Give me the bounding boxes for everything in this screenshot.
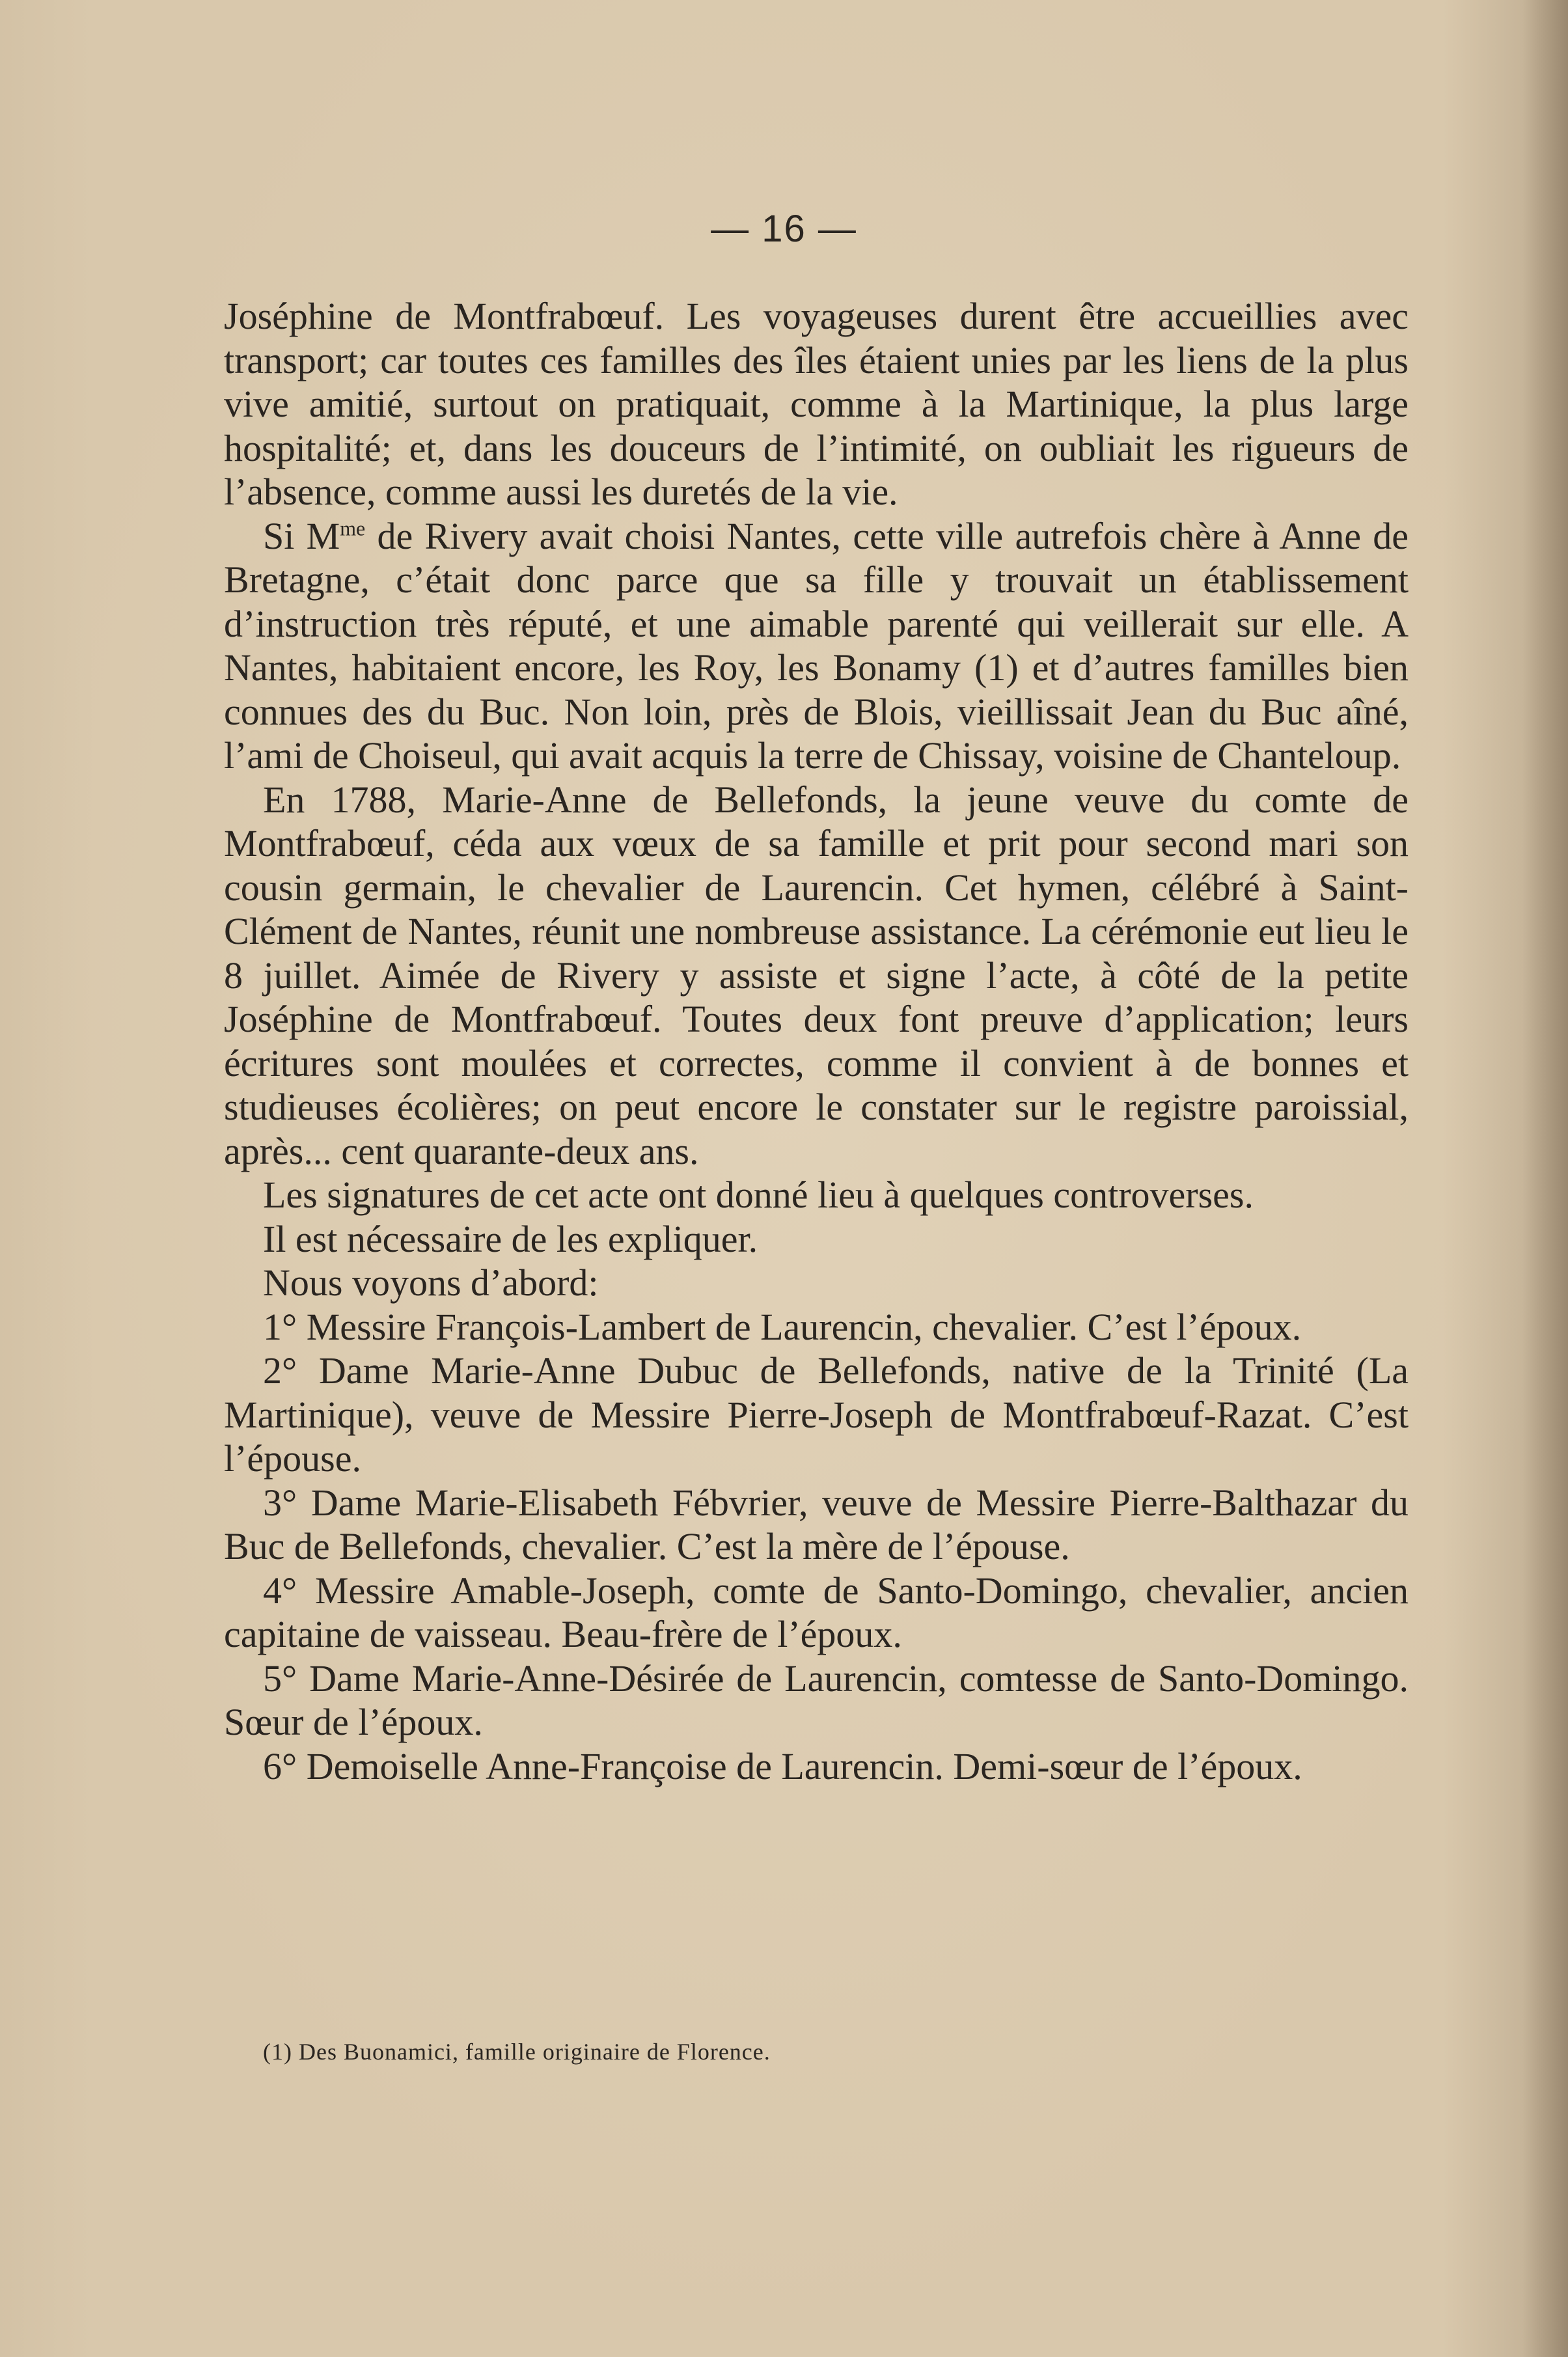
list-item: [224, 1569, 1409, 1657]
title-abbreviation: me: [340, 517, 366, 540]
body-text: [224, 294, 1409, 1788]
list-item-number: 3°: [263, 1481, 297, 1524]
list-item-number: 5°: [263, 1657, 297, 1700]
paragraph-1: Joséphine de Montfrabœuf. Les voyageuses durent être accueillies avec transport; car toutes ces familles des îles étaient unies par les liens de la plus vive amitié, surtout on pratiquait, comme à la Martinique, la plus large hospitalité; et, dans les douceurs de l’intimité, on oubliait les rigueurs de l’absence, comme aussi les duretés de la vie.: [224, 295, 1409, 513]
paragraph-3: En 1788, Marie-Anne de Bellefonds, la jeune veuve du comte de Montfrabœuf, céda aux vœux de sa famille et prit pour second mari son cousin germain, le chevalier de Laurencin. Cet hymen, célébré à Saint-Clément de Nantes, réunit une nombreuse assistance. La cérémonie eut lieu le 8 juillet. Aimée de Rivery y assiste et signe l’acte, à côté de la petite Joséphine de Montfrabœuf. Toutes deux font preuve d’application; leurs écritures sont moulées et correctes, comme il convient à de bonnes et studieuses écolières; on peut encore le constater sur le registre paroissial, après... cent quarante-deux ans.: [224, 778, 1409, 1172]
list-item: [224, 1657, 1409, 1744]
list-item-text: Messire François-Lambert de Laurencin, chevalier. C’est l’époux.: [297, 1305, 1302, 1348]
list-item-number: 6°: [263, 1744, 297, 1787]
list-item-text: Dame Marie-Anne Dubuc de Bellefonds, native de la Trinité (La Martinique), veuve de Messire Pierre-Joseph de Montfrabœuf-Razat. C’est l’épouse.: [224, 1349, 1409, 1480]
paragraph-6: Nous voyons d’abord:: [263, 1261, 599, 1304]
paragraph-2-rest: de Rivery avait choisi Nantes, cette ville autrefois chère à Anne de Bretagne, c’était donc parce que sa fille y trouvait un établissement d’instruction très réputé, et une aimable parenté qui veillerait sur elle. A Nantes, habitaient encore, les Roy, les Bonamy (1) et d’autres familles bien connues des du Buc. Non loin, près de Blois, vieillissait Jean du Buc aîné, l’ami de Choiseul, qui avait acquis la terre de Chissay, voisine de Chanteloup.: [224, 514, 1409, 777]
list-item-text: Messire Amable-Joseph, comte de Santo-Domingo, chevalier, ancien capitaine de vaisseau. Beau-frère de l’époux.: [224, 1569, 1409, 1655]
list-item: [224, 1349, 1409, 1481]
list-item-text: Dame Marie-Anne-Désirée de Laurencin, comtesse de Santo-Domingo. Sœur de l’époux.: [224, 1657, 1409, 1743]
list-item-text: Dame Marie-Elisabeth Fébvrier, veuve de Messire Pierre-Balthazar du Buc de Bellefonds, chevalier. C’est la mère de l’épouse.: [224, 1481, 1409, 1567]
paragraph-4: Les signatures de cet acte ont donné lieu à quelques controverses.: [263, 1174, 1254, 1216]
paragraph-2: [224, 514, 1409, 778]
footnote: (1) Des Buonamici, famille originaire de Florence.: [263, 2039, 771, 2065]
list-item-number: 2°: [263, 1349, 297, 1392]
list-item: [224, 1744, 1409, 1789]
list-item: [224, 1481, 1409, 1569]
page-edge-shadow: [1522, 0, 1568, 2357]
list-item: [224, 1305, 1409, 1349]
page-number: — 16 —: [711, 208, 857, 250]
paragraph-2-start: Si M: [263, 514, 340, 557]
list-item-number: 4°: [263, 1569, 297, 1612]
paragraph-5: Il est nécessaire de les expliquer.: [263, 1217, 758, 1260]
list-item-number: 1°: [263, 1305, 297, 1348]
list-item-text: Demoiselle Anne-Françoise de Laurencin. Demi-sœur de l’époux.: [297, 1744, 1302, 1787]
